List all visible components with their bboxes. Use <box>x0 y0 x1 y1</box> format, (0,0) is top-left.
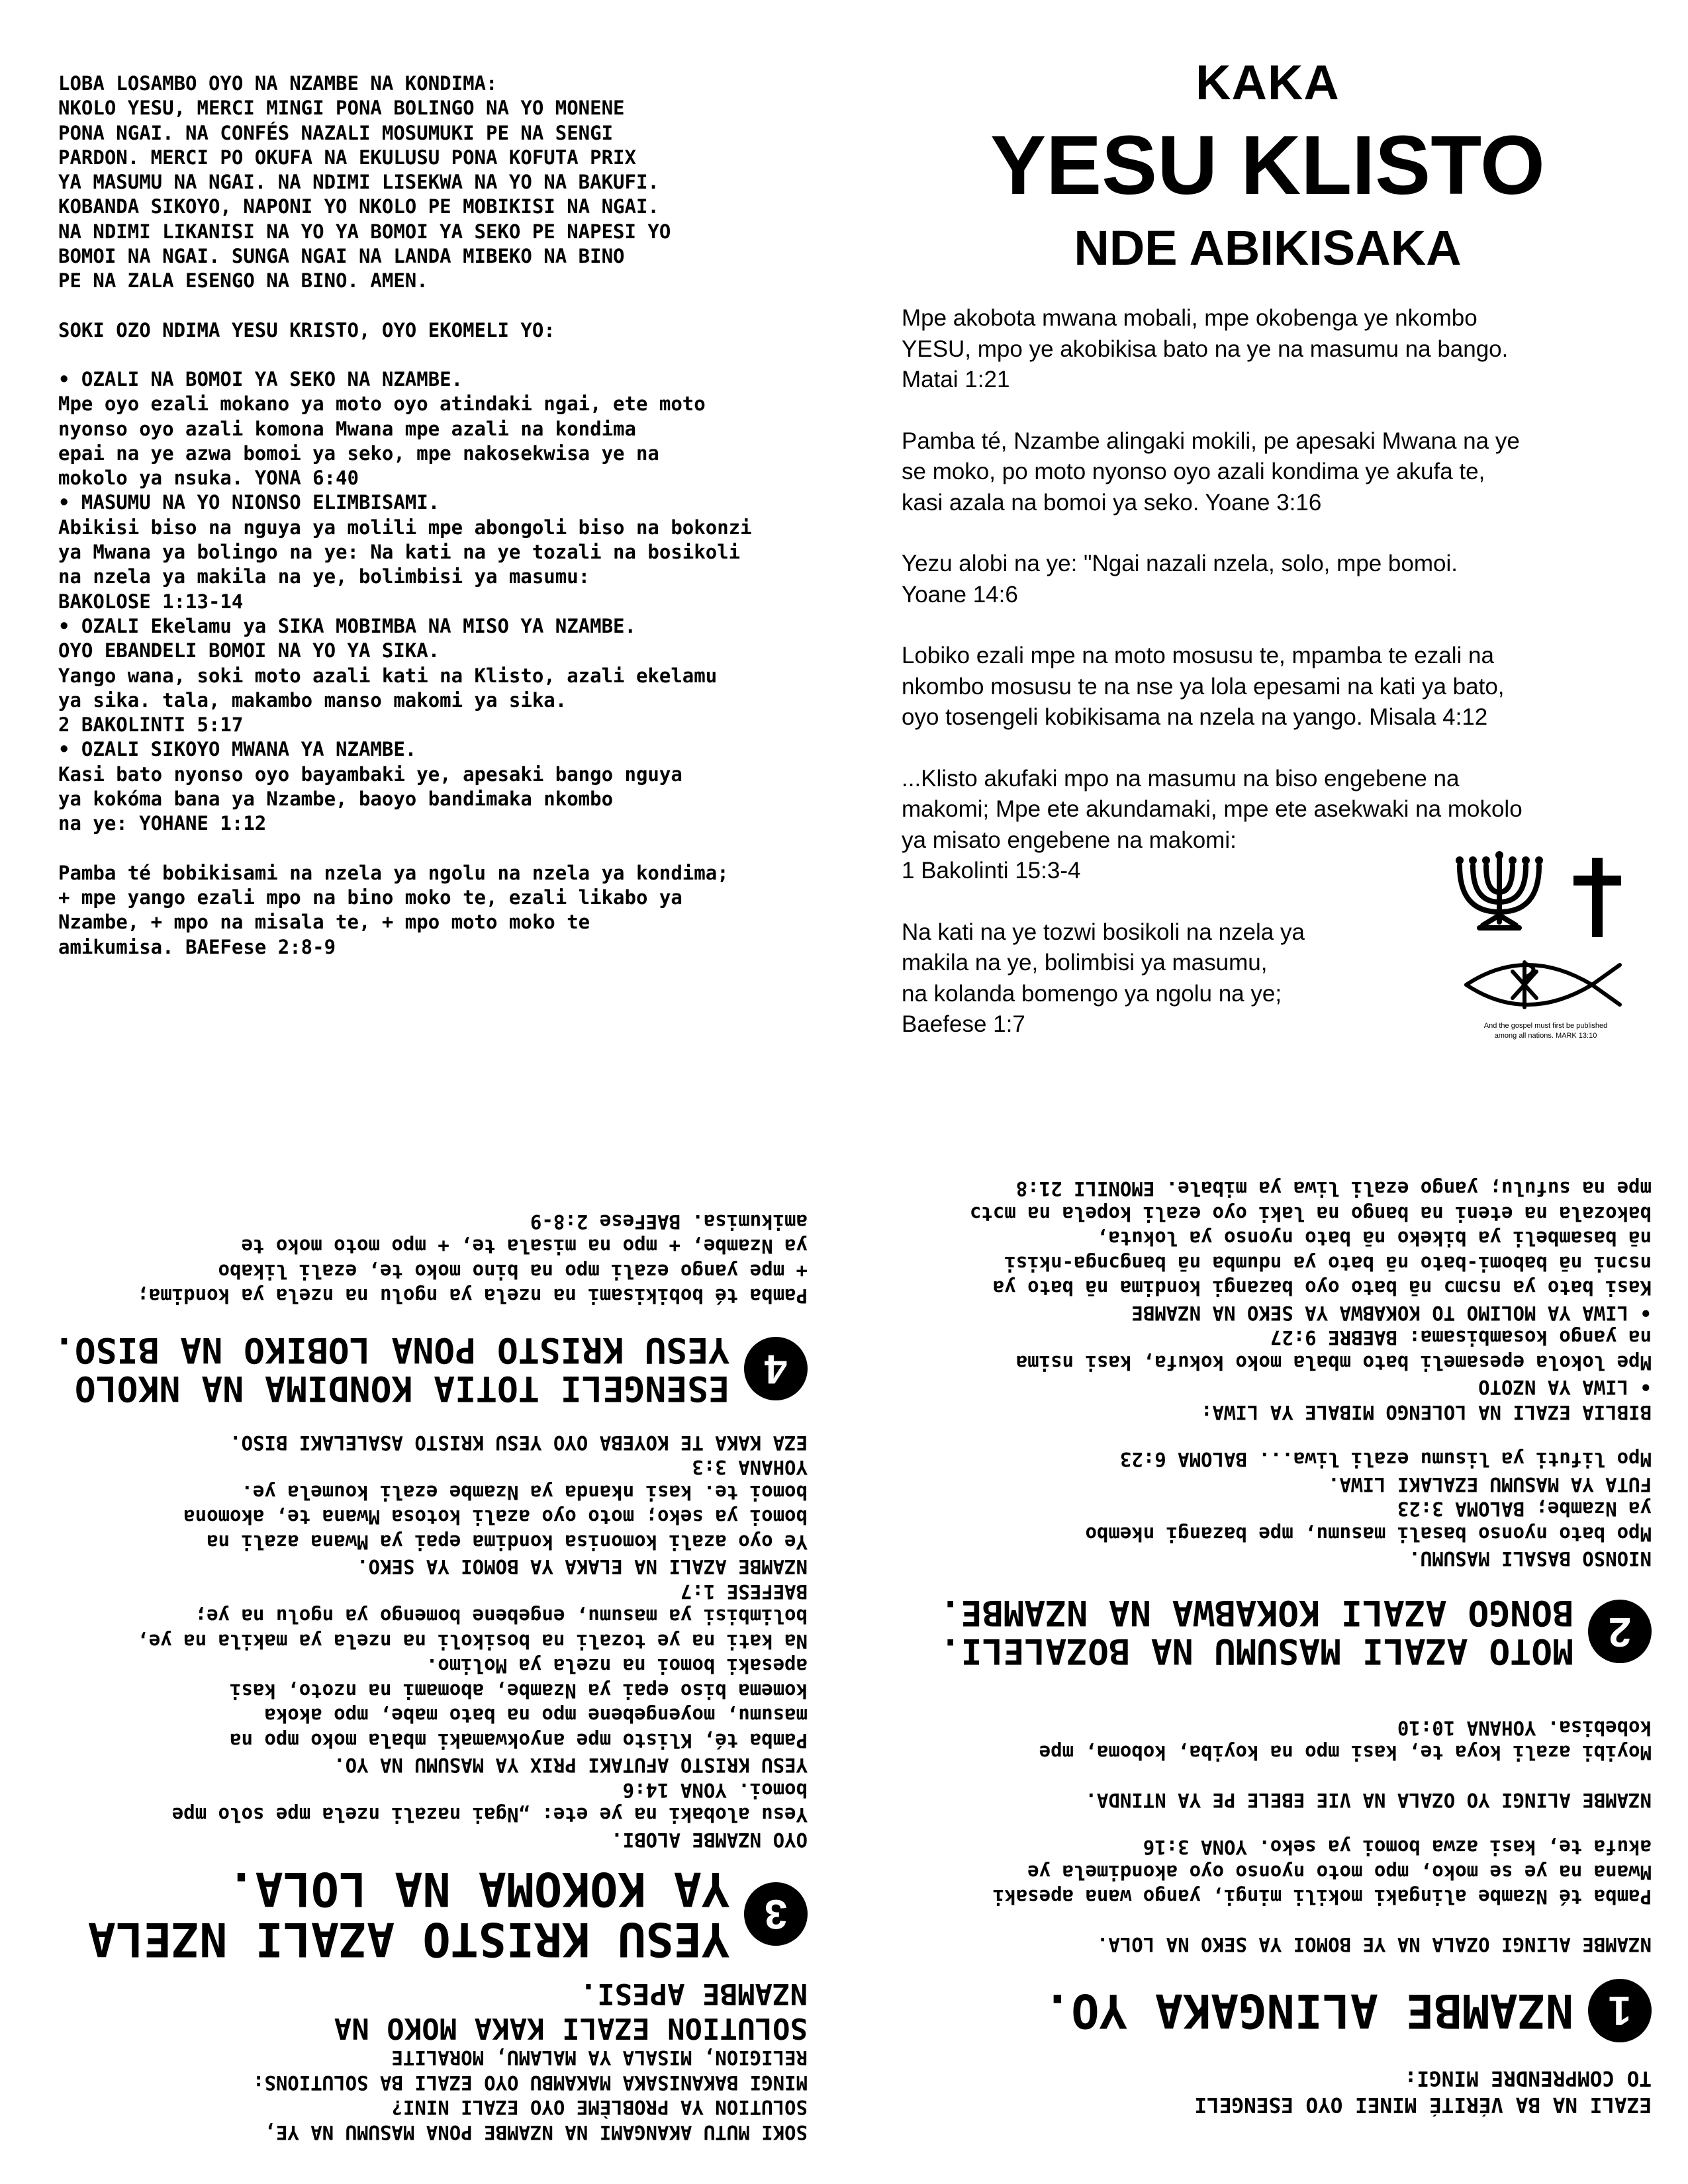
symbols-caption: And the gospel must first be published among all nations. MARK 13:10 <box>1483 1022 1608 1040</box>
step-number-badge: 4 <box>744 1338 808 1401</box>
salvation-prayer: LOBA LOSAMBO OYO NA NZAMBE NA KONDIMA: NKOLO YESU, MERCI MINGI PONA BOLINGO NA YO MONENE PONA NGAI. NA CONFÉS NAZALI MOSUMUKI PE NA SENGI PARDON. MERCI PO OKUFA NA EKULUSU PONA KOFUTA PRIX YA MASUMU NA NGAI. NA NDIMI LISEKWA NA YO NA BAKUFI. KOBANDA SIKOYO, NAPONI YO NKOLO PE MOBIKISI NA NGAI. NA NDIMI LIKANISI NA YO YA BOMOI YA SEKO PE NAPESI YO BOMOI NA NGAI. SUNGA NGAI NA LANDA MIBEKO NA BINO PE NA ZALA ESENGO NA BINO. AMEN. <box>58 72 671 293</box>
grace-verse: Pamba té bobikisami na nzela ya ngolu na nzela ya kondima; + mpe yango ezali mpo na bino moko te, ezali likabo ya Nzambe, + mpo na misala te, + mpo moto moko te amikumisa. BAEFese 2:8-9 <box>58 861 729 958</box>
step-lead: NZAMBE ALINGI YO OZALA NA VIE EBELE PE YA NTINDA. <box>1085 1789 1652 1811</box>
verse-item: Yezu alobi na ye: "Ngai nazali nzela, solo, mpe bomoi. Yoane 14:6 <box>902 551 1458 608</box>
solution-intro-big: SOLUTION EZALI KAKA MOKO NA NZAMBE APESI. <box>334 1977 808 2045</box>
step-3-heading <box>40 1864 808 1964</box>
step-verse: Moyibi azali koya te, kasi mpo na koyiba, koboma, mpe kobebisa. YOHANA 10:10 <box>1039 1717 1652 1764</box>
step-number-badge: 2 <box>1588 1600 1652 1664</box>
step-verse: Yesu alobaki na ye ete: „Ngai nazali nzela mpe solo mpe bomoi. YONA 14:6 YESU KRISTO AFUTAKI PRIX YA MASUMU NA YO. Pamba té, Klisto mpe anyokwamaki mbala moko mpo na masumu, moyengebene mpo na bato mabe, mpo akoka komema biso epai ya Nzambe, abomami na nzoto, kasi apesaki bomoi na nzela ya Molimo. Na kati na ye tozali na bosikoli na nzela ya makila na ye, bolimbisi ya masumu, engebene bomengo ya ngolu na ye; BAEFESE 1:7 NZAMBE AZALI NA ELAKA YA BOMOI YA SEKO. Ye oyo azali komonisa kondima epai ya Mwana azali na bomoi ya seko; moto oyo azali kotosa Mwana te, akomona bomoi te. kasi nkanda ya Nzambe ezali koumela ye. YOHANA 3:3 EZA KAKA TE KOYEBA OYO YESU KRISTO ASALELAKI BISO. <box>137 1432 808 1827</box>
faith-symbols <box>1446 846 1645 1064</box>
cover-title: YESU KLISTO <box>990 118 1545 212</box>
step-lead: BIBLIA EZALI NA LOLENGO MIBALE YA LIWA: <box>1201 1401 1652 1424</box>
verse-item: ...Klisto akufaki mpo na masumu na biso engebene na makomi; Mpe ete akundamaki, mpe ete asekwaki na mokolo ya misato engebene na makomi: 1 Bakolinti 15:3-4 <box>902 765 1523 884</box>
solution-intro: SOKI MUTU AKANGAMI NA NZAMBE PONA MASUMU NA YE, SOLUTION YA PROBLÈME OYO EZALI NINI? MINGI BAKANISAKA MAKAMBU OYO EZALI BA SOLUTIONS: RELIGION, MISALA YA MALAMU, MORALITE <box>252 2046 808 2144</box>
verse-item: Lobiko ezali mpe na moto mosusu te, mpamba te ezali na nkombo mosusu te na nse ya lola epesami na kati ya bato, oyo tosengeli kobikisama na nzela na yango. Misala 4:12 <box>902 643 1505 730</box>
menorah-icon <box>1460 858 1539 928</box>
believer-benefits: • OZALI NA BOMOI YA SEKO NA NZAMBE. Mpe oyo ezali mokano ya moto oyo atindaki ngai, ete moto nyonso oyo azali komona Mwana mpe azali na kondima epai na ye azwa bomoi ya seko, mpe nakosekwisa ye na mokolo ya nsuka. YONA 6:40 • MASUMU NA YO NIONSO ELIMBISAMI. Abikisi biso na nguya ya molili mpe abongoli biso na bokonzi ya Mwana ya bolingo na ye: Na kati na ye tozali na bosikoli na nzela ya makila na ye, bolimbisi ya masumu: BAKOLOSE 1:13-14 • OZALI Ekelamu ya SIKA MOBIMBA NA MISO YA NZAMBE. OYO EBANDELI BOMOI NA YO YA SIKA. Yango wana, soki moto azali kati na Klisto, azali ekelamu ya sika. tala, makambo manso makomi ya sika. 2 BAKOLINTI 5:17 • OZALI SIKOYO MWANA YA NZAMBE. Kasi bato nyonso oyo bayambaki ye, apesaki bango nguya ya kokóma bana ya Nzambe, baoyo bandimaka nkombo na ye: YOHANE 1:12 <box>58 367 752 835</box>
step-lead: OYO NZAMBE ALOBI. <box>611 1829 808 1851</box>
cover-subtitle: NDE ABIKISAKA <box>1074 220 1462 275</box>
ichthys-chi-rho-icon <box>1466 962 1620 1007</box>
symbols-svg <box>1446 846 1645 1018</box>
cover-kaka: KAKA <box>1196 55 1340 110</box>
step-heading-text: YESU KRISTO AZALI NZELA YA KOKOMA NA LOLA. <box>87 1862 729 1966</box>
steps-1-2-panel <box>897 1152 1652 2118</box>
verse-item: Na kati na ye tozwi bosikoli na nzela ya makila na ye, bolimbisi ya masumu, na kolanda bomengo ya ngolu na ye; Baefese 1:7 <box>902 919 1305 1037</box>
step-verse: Mpo bato nyonso basali masumu, mpe bazangi nkembo ya Nzambe; BALOMA 3:23 FUTA YA MASUMU EZALAKI LIWA. Mpo lifuti ya lisumu ezali liwa... BALOMA 6:23 <box>1085 1448 1652 1545</box>
step-1-heading <box>897 1979 1652 2042</box>
prayer-panel <box>58 71 813 960</box>
believe-intro: SOKI OZO NDIMA YESU KRISTO, OYO EKOMELI YO: <box>58 318 555 341</box>
step-number-badge: 3 <box>744 1882 808 1946</box>
step-heading-text: ESENGELI TOTIA KONDIMA NA NKOLO YESU KRISTO PONA LOBIKO NA BISO. <box>53 1330 729 1409</box>
verse-item: Mpe akobota mwana mobali, mpe okobenga ye nkombo YESU, mpo ye akobikisa bato na ye na masumu na bango. Matai 1:21 <box>902 305 1509 392</box>
step-verse: Pamba té bobikisami na nzela ya ngolu na nzela ya kondima; + mpe yango ezali mpo na bino moko te, ezali likabo ya Nzambe, + mpo na misala te, + mpo moto moko te amikumisa. BAEFese 2:8-9 <box>137 1210 808 1308</box>
cover-title-block <box>887 46 1648 285</box>
cross-icon <box>1573 858 1621 937</box>
four-truths-intro: EZALI NA BA VÉRITÉ MINEI OYO ESENGELI TO COMPRENDRE MINGI: <box>1194 2066 1652 2116</box>
step-heading-text: MOTO AZALI MASUMU NA BOZALELI. BONGO AZALI KOKABWA NA NZAMBE. <box>939 1592 1573 1672</box>
step-verse: Pamba té Nzambe alingaki mokili mingi, yango wana apesaki Mwana na ye se moko, mpo moto nyonso oyo akondimela ye akufa te, kasi azwa bomoi ya seko. YONA 3:16 <box>992 1836 1652 1909</box>
step-heading-text: NZAMBE ALINGAKA YO. <box>1043 1983 1573 2038</box>
step-lead: NIONSO BASALI MASUMU. <box>1409 1547 1652 1570</box>
step-2-heading <box>897 1594 1652 1670</box>
step-4-heading <box>40 1331 808 1408</box>
verse-item: Pamba té, Nzambe alingaki mokili, pe apesaki Mwana na ye se moko, po moto nyonso oyo azali kondima ye akufa te, kasi azala na bomoi ya seko. Yoane 3:16 <box>902 428 1520 516</box>
step-lead: NZAMBE ALINGI OZALA NA YE BOMOI YA SEKO NA LOLA. <box>1096 1933 1652 1956</box>
step-number-badge: 1 <box>1588 1979 1652 2042</box>
step-verse: • LIWA YA NZOTO Mpe lokola epesameli bato mbala moko kokufa, kasi nsima na yango kosambisama: BAEBRE 9:27 • LIWA YA MOLIMO TO KOKABWA YA SEKO NA NZAMBE Kasi bato ya nsɔmɔ nā bato oyo bazangi kondima nā bato ya nsɔni nā babomi-bato nā bato ya ndumba nā bangɔnga-nkisi nā basambeli ya bikeko nā bato nyonso ya lokuta, bakozala na eteni na bango na laki oyo ezali kopela na mɔtɔ mpe na sufulu; yango ezali liwa ya mibale. EMONILI 21:8 <box>969 1177 1652 1399</box>
steps-3-4-panel <box>40 1178 808 2144</box>
